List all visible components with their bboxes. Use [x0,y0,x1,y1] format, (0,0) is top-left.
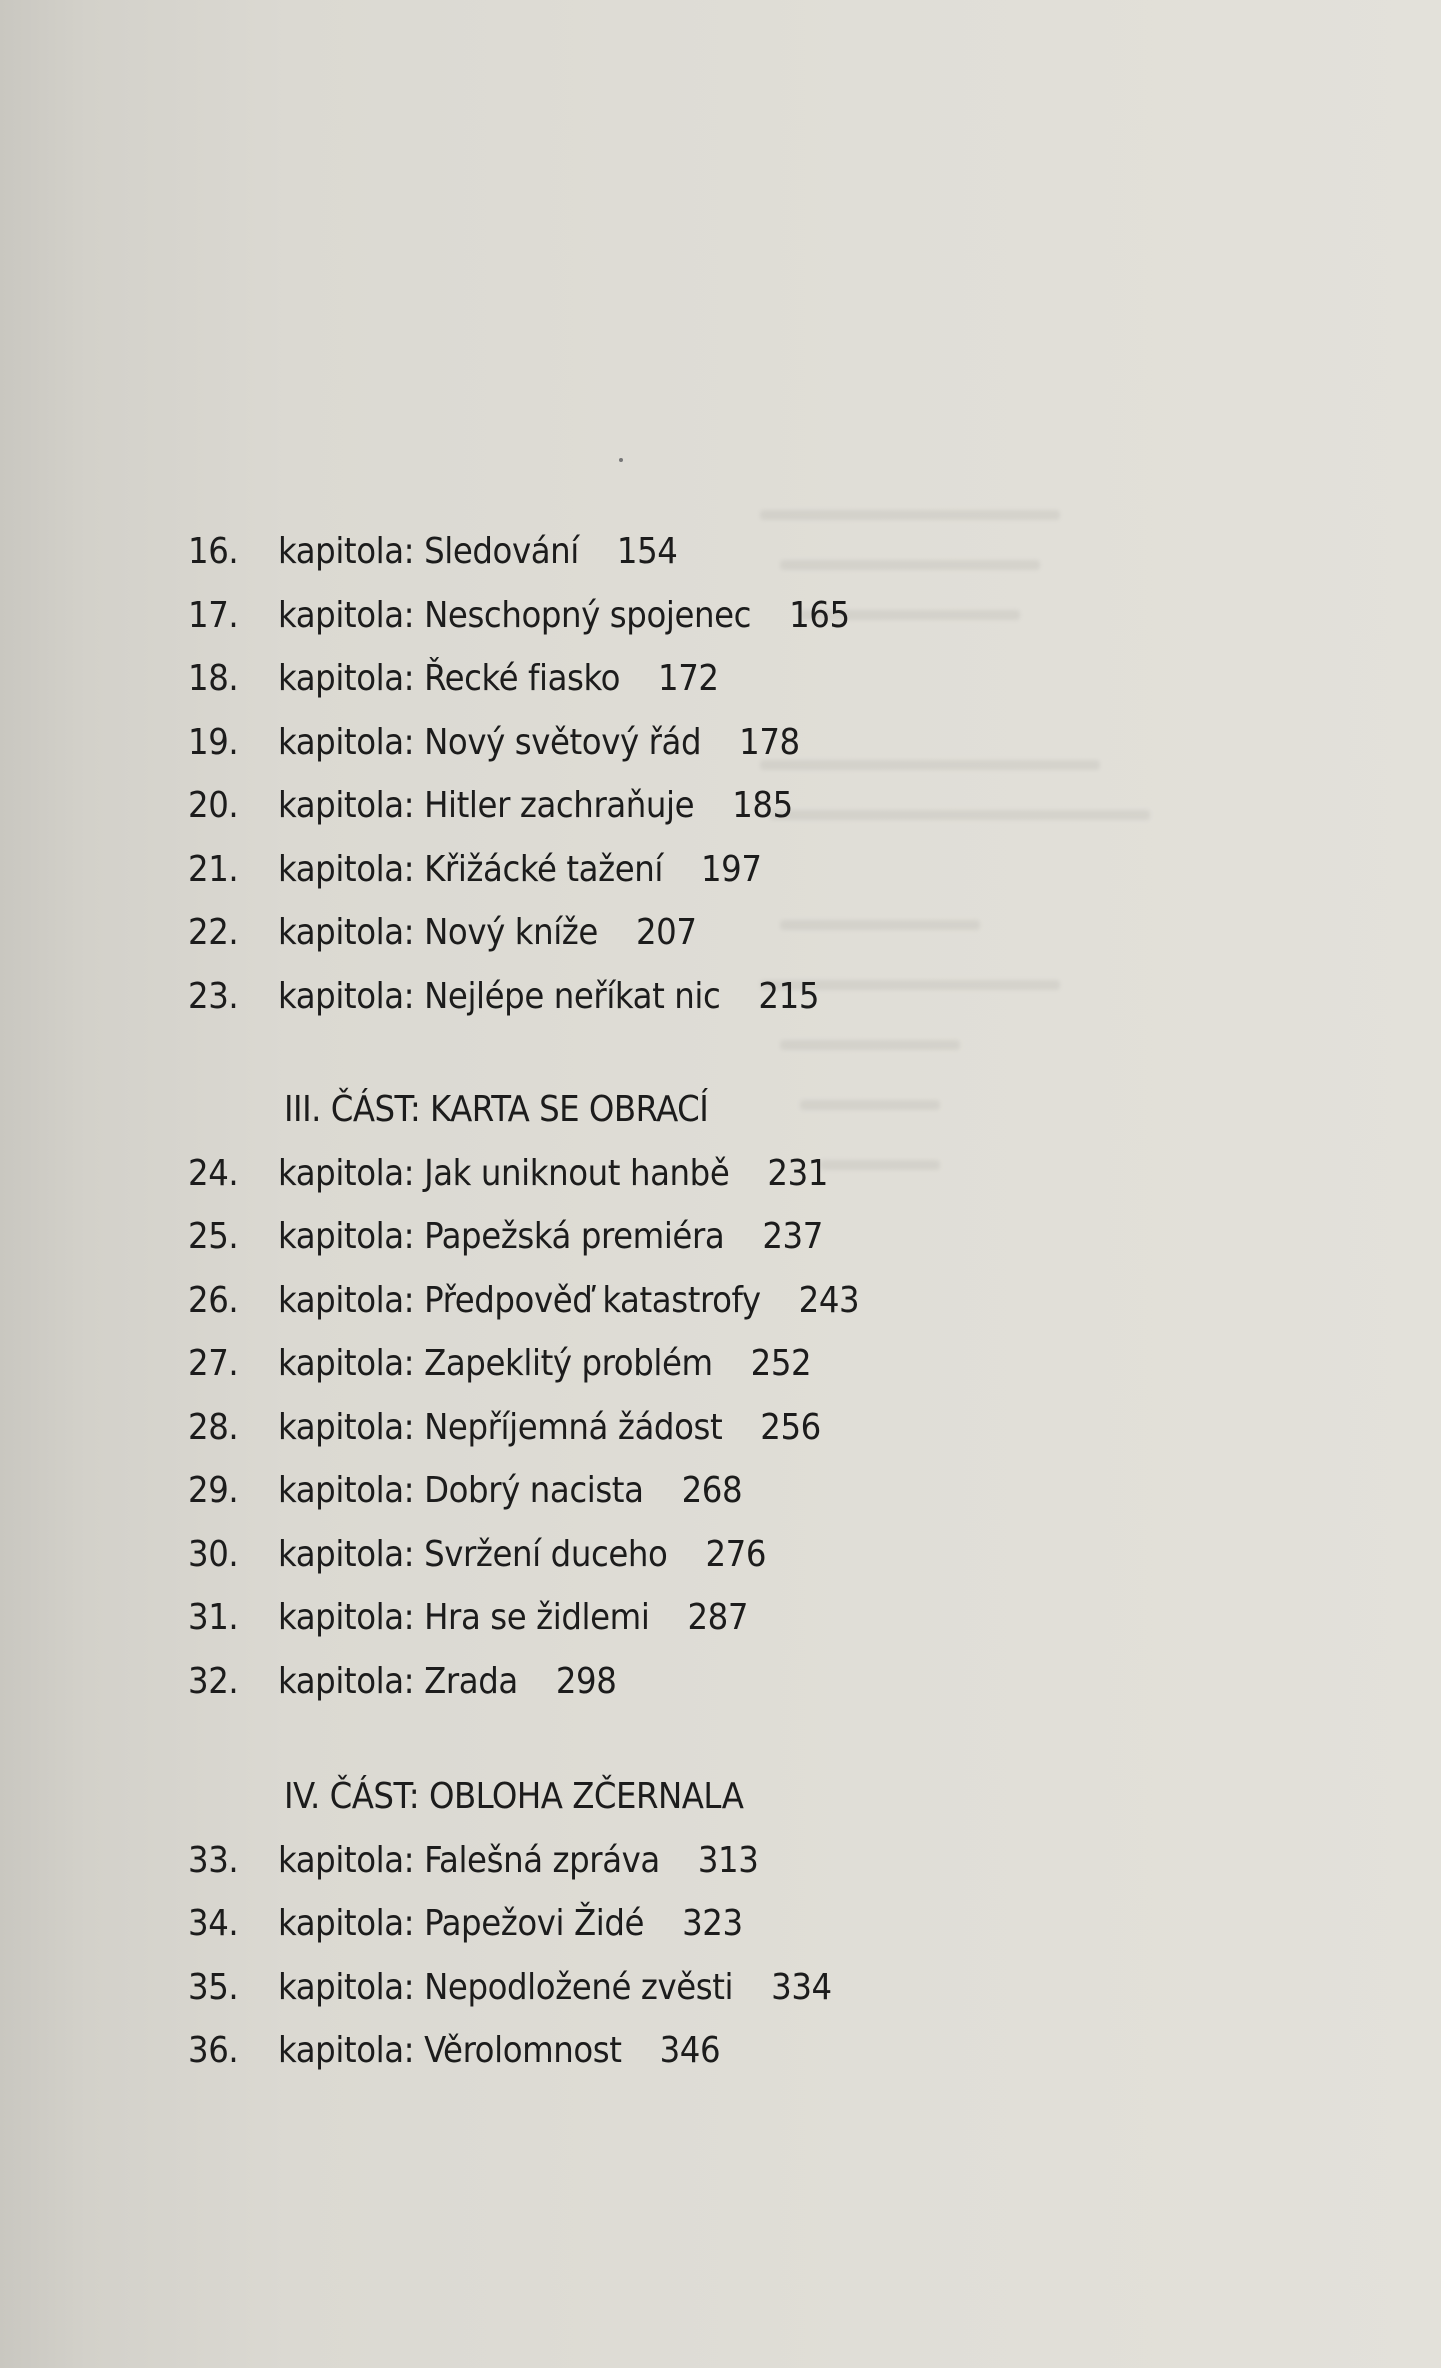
chapter-title-line [278,1956,832,2020]
chapter-number: 34. [188,1903,239,1944]
toc-entry [188,520,1288,584]
chapter-number: 30. [188,1533,239,1575]
chapter-title-line [278,711,800,775]
chapter-title-line [278,1829,758,1893]
chapter-number: 19. [188,721,239,763]
toc-entry [188,1586,1288,1650]
toc-entry [188,838,1288,902]
chapter-title-line [278,1269,859,1333]
chapter-title: kapitola: Papežovi Židé [278,1903,645,1944]
chapter-title-line [278,965,819,1029]
chapter-group-part-four [188,1829,1288,2083]
chapter-number: 17. [188,594,239,636]
chapter-title-line [278,2019,720,2083]
page-number: 231 [767,1152,828,1194]
page-number: 287 [687,1597,749,1638]
chapter-number: 33. [188,1839,239,1881]
page-number: 178 [739,721,800,763]
chapter-number: 23. [188,975,239,1017]
chapter-title: kapitola: Svržení duceho [278,1533,668,1575]
page-number: 207 [635,912,697,953]
part-heading-three: III. ČÁST: KARTA SE OBRACÍ [284,1089,709,1130]
toc-entry [188,901,1288,965]
page-number: 154 [616,531,678,572]
chapter-number: 18. [188,658,239,699]
toc-entry [188,711,1288,775]
toc-entry [188,584,1288,648]
chapter-number: 24. [188,1152,239,1194]
chapter-title-line [278,1586,748,1650]
toc-entry [188,1892,1288,1956]
table-of-contents [188,520,1288,2083]
toc-entry [188,1829,1288,1893]
chapter-title-line [278,584,850,648]
page-number: 323 [682,1903,743,1944]
chapter-title: kapitola: Křižácké tažení [278,848,663,890]
chapter-number: 28. [188,1406,239,1448]
chapter-title: kapitola: Nepodložené zvěsti [278,1966,734,2008]
page-number: 334 [771,1966,832,2008]
chapter-number: 35. [188,1966,239,2008]
chapter-title: kapitola: Papežská premiéra [278,1216,725,1257]
chapter-title: kapitola: Falešná zpráva [278,1839,660,1881]
chapter-title-line [278,901,697,965]
chapter-group-part-three [188,1142,1288,1714]
part-heading-four: IV. ČÁST: OBLOHA ZČERNALA [284,1776,744,1817]
chapter-number: 20. [188,785,239,826]
page-number: 346 [659,2030,721,2071]
page-number: 313 [697,1839,759,1881]
toc-entry [188,1650,1288,1714]
chapter-title: kapitola: Sledování [278,531,579,572]
page-number: 252 [750,1343,812,1384]
page-number: 197 [700,848,762,890]
chapter-title-line [278,1523,766,1587]
chapter-title: kapitola: Nepříjemná žádost [278,1406,723,1448]
page-number: 237 [762,1216,823,1257]
page-number: 268 [681,1470,743,1511]
page-number: 172 [658,658,719,699]
chapter-title-line [278,1396,821,1460]
chapter-number: 27. [188,1343,239,1384]
chapter-title: kapitola: Předpověď katastrofy [278,1279,761,1321]
chapter-title: kapitola: Hra se židlemi [278,1597,650,1638]
chapter-number: 29. [188,1470,239,1511]
page-number: 276 [705,1533,767,1575]
toc-entry [188,965,1288,1029]
chapter-title-line [278,1332,811,1396]
page-number: 256 [760,1406,821,1448]
chapter-title: kapitola: Nový kníže [278,912,598,953]
toc-entry [188,1269,1288,1333]
chapter-number: 21. [188,848,239,890]
chapter-title-line [278,647,719,711]
chapter-title-line [278,1650,616,1714]
chapter-title: kapitola: Zapeklitý problém [278,1343,713,1384]
chapter-group-part-two [188,520,1288,1028]
toc-entry [188,1142,1288,1206]
chapter-title: kapitola: Nový světový řád [278,721,702,763]
chapter-title: kapitola: Zrada [278,1660,518,1702]
toc-entry [188,774,1288,838]
toc-entry [188,1459,1288,1523]
page-number: 243 [798,1279,860,1321]
chapter-number: 32. [188,1660,239,1702]
chapter-number: 16. [188,531,239,572]
toc-entry [188,1332,1288,1396]
chapter-title: kapitola: Jak uniknout hanbě [278,1152,730,1194]
chapter-title: kapitola: Nejlépe neříkat nic [278,975,721,1017]
page-number: 185 [732,785,793,826]
chapter-title: kapitola: Neschopný spojenec [278,594,752,636]
page-number: 165 [789,594,850,636]
chapter-title: kapitola: Řecké fiasko [278,658,620,699]
page-number: 215 [758,975,820,1017]
chapter-title: kapitola: Hitler zachraňuje [278,785,695,826]
chapter-title: kapitola: Věrolomnost [278,2030,622,2071]
toc-entry [188,1205,1288,1269]
toc-entry [188,1396,1288,1460]
chapter-title-line [278,1205,823,1269]
toc-entry [188,647,1288,711]
page-number: 298 [555,1660,617,1702]
chapter-number: 22. [188,912,239,953]
chapter-title-line [278,1142,828,1206]
toc-entry [188,2019,1288,2083]
chapter-number: 31. [188,1597,239,1638]
chapter-title: kapitola: Dobrý nacista [278,1470,644,1511]
toc-entry [188,1956,1288,2020]
chapter-title-line [278,520,678,584]
chapter-title-line [278,1892,743,1956]
chapter-title-line [278,838,762,902]
toc-entry [188,1523,1288,1587]
chapter-number: 36. [188,2030,239,2071]
chapter-title-line [278,1459,742,1523]
chapter-number: 25. [188,1216,239,1257]
chapter-number: 26. [188,1279,239,1321]
chapter-title-line [278,774,793,838]
speck [619,458,623,462]
